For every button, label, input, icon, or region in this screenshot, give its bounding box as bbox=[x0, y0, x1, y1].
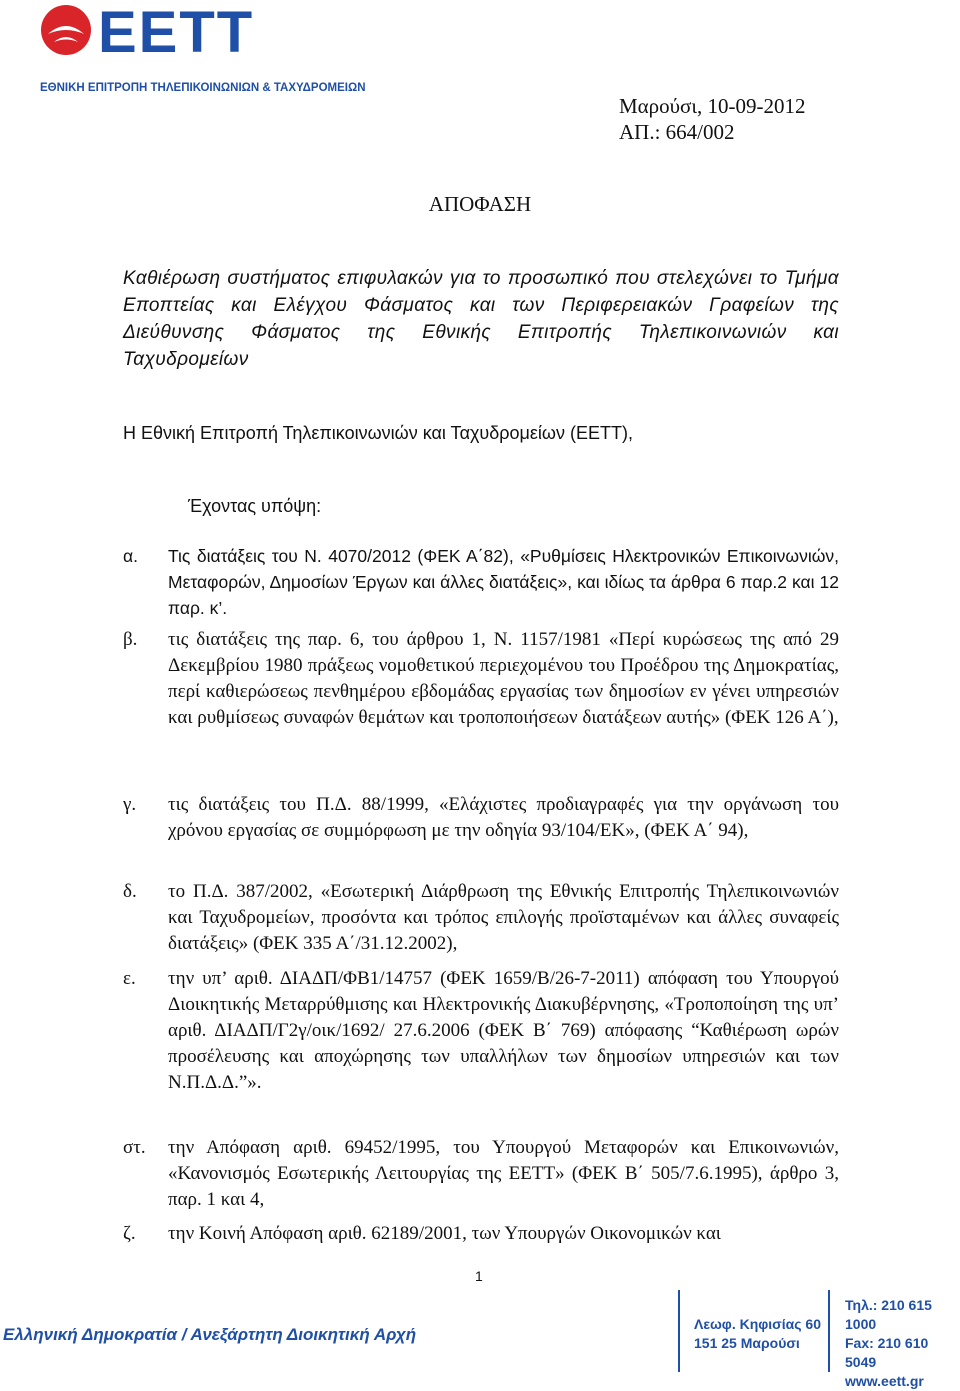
list-item-marker: β. bbox=[123, 629, 138, 650]
list-item-marker: α. bbox=[123, 546, 138, 566]
eett-emblem-icon bbox=[40, 4, 92, 56]
list-item-text: Τις διατάξεις του Ν. 4070/2012 (ΦΕΚ Α΄82), «Ρυθμίσεις Ηλεκτρονικών Επικοινωνιών, Μεταφορών, Δημοσίων Έργων και άλλες διατάξεις», και ιδίως τα άρθρα 6 παρ.2 και 12 παρ. κ’. bbox=[168, 546, 839, 618]
document-subject: Καθιέρωση συστήματος επιφυλακών για το προσωπικό που στελεχώνει το Τμήμα Εποπτείας και Ελέγχου Φάσματος και των Περιφερειακών Γραφείων της Διεύθυνσης Φάσματος της Εθνικής Επιτροπής Τηλεπικοινωνιών και Ταχυδρομείων bbox=[123, 268, 839, 370]
list-item-text: το Π.Δ. 387/2002, «Εσωτερική Διάρθρωση της Εθνικής Επιτροπής Τηλεπικοινωνιών και Ταχυδρομείων, προσόντα και τρόπος επιλογής προϊσταμένων και άλλες συναφείς διατάξεις» (ΦΕΚ 335 Α΄/31.12.2002), bbox=[168, 881, 839, 954]
list-item-marker: ζ. bbox=[123, 1223, 136, 1244]
eett-logo bbox=[40, 0, 370, 104]
footer-address-line: Λεωφ. Κηφισίας 60 bbox=[694, 1316, 821, 1332]
document-reference: ΑΠ.: 664/002 bbox=[619, 120, 735, 144]
footer-address-line: 151 25 Μαρούσι bbox=[694, 1335, 800, 1351]
list-item-marker: ε. bbox=[123, 968, 136, 989]
list-item-text: τις διατάξεις του Π.Δ. 88/1999, «Ελάχιστες προδιαγραφές για την οργάνωση του χρόνου εργασίας σε συμμόρφωση με την οδηγία 93/104/ΕΚ», (ΦΕΚ Α΄ 94), bbox=[168, 794, 839, 841]
footer-divider bbox=[828, 1290, 830, 1372]
logo-wordmark: ΕΕΤΤ bbox=[98, 0, 255, 65]
footer-fax: Fax: 210 610 5049 bbox=[845, 1335, 929, 1370]
footer-tel: Τηλ.: 210 615 1000 bbox=[845, 1297, 932, 1332]
list-item-text: τις διατάξεις της παρ. 6, του άρθρου 1, Ν. 1157/1981 «Περί κυρώσεως της από 29 Δεκεμβρίου 1980 πράξεως νομοθετικού περιεχομένου του Προέδρου της Δημοκρατίας, περί καθιερώσεως πενθημέρου εβδομάδας εργασίας των δημοσίων εν γένει υπηρεσιών και ρυθμίσεως συναφών θεμάτων και τροποποιήσεων διατάξεων αυτής» (ΦΕΚ 126 Α΄), bbox=[168, 629, 839, 728]
footer-contact bbox=[845, 1296, 960, 1391]
document-title: ΑΠΟΦΑΣΗ bbox=[428, 192, 532, 216]
list-item-text: την Απόφαση αριθ. 69452/1995, του Υπουργού Μεταφορών και Επικοινωνιών, «Κανονισμός Εσωτερικής Λειτουργίας της ΕΕΤΤ» (ΦΕΚ Β΄ 505/7.6.1995), άρθρο 3, παρ. 1 και 4, bbox=[168, 1137, 839, 1210]
footer-web[interactable]: www.eett.gr bbox=[845, 1373, 924, 1389]
page-footer bbox=[0, 1288, 960, 1389]
footer-divider bbox=[678, 1290, 680, 1372]
footer-authority: Ελληνική Δημοκρατία / Ανεξάρτητη Διοικητική Αρχή bbox=[3, 1325, 417, 1344]
list-item-marker: γ. bbox=[123, 794, 137, 815]
footer-address bbox=[694, 1315, 821, 1353]
page-number: 1 bbox=[475, 1268, 483, 1284]
issuing-authority: Η Εθνική Επιτροπή Τηλεπικοινωνιών και Ταχυδρομείων (ΕΕΤΤ), bbox=[123, 423, 633, 443]
document-date: Μαρούσι, 10-09-2012 bbox=[619, 94, 806, 118]
list-item-text: την Κοινή Απόφαση αριθ. 62189/2001, των Υπουργών Οικονομικών και bbox=[168, 1223, 721, 1244]
list-item-text: την υπ’ αριθ. ΔΙΑΔΠ/ΦΒ1/14757 (ΦΕΚ 1659/Β/26-7-2011) απόφαση του Υπουργού Διοικητικής Μεταρρύθμισης και Ηλεκτρονικής Διακυβέρνησης, «Τροποποίηση της υπ’ αριθ. ΔΙΑΔΠ/Γ2γ/οικ/1692/ 27.6.2006 (ΦΕΚ Β΄ 769) απόφασης “Καθιέρωση ωρών προσέλευσης και αποχώρησης των υπαλλήλων των δημοσίων υπηρεσιών και των Ν.Π.Δ.Δ.”». bbox=[168, 968, 839, 1093]
logo-subtitle: ΕΘΝΙΚΗ ΕΠΙΤΡΟΠΗ ΤΗΛΕΠΙΚΟΙΝΩΝΙΩΝ & ΤΑΧΥΔΡΟΜΕΙΩΝ bbox=[40, 82, 366, 94]
list-item-marker: στ. bbox=[123, 1137, 146, 1158]
considering-heading: Έχοντας υπόψη: bbox=[188, 496, 322, 516]
list-item-marker: δ. bbox=[123, 881, 137, 902]
